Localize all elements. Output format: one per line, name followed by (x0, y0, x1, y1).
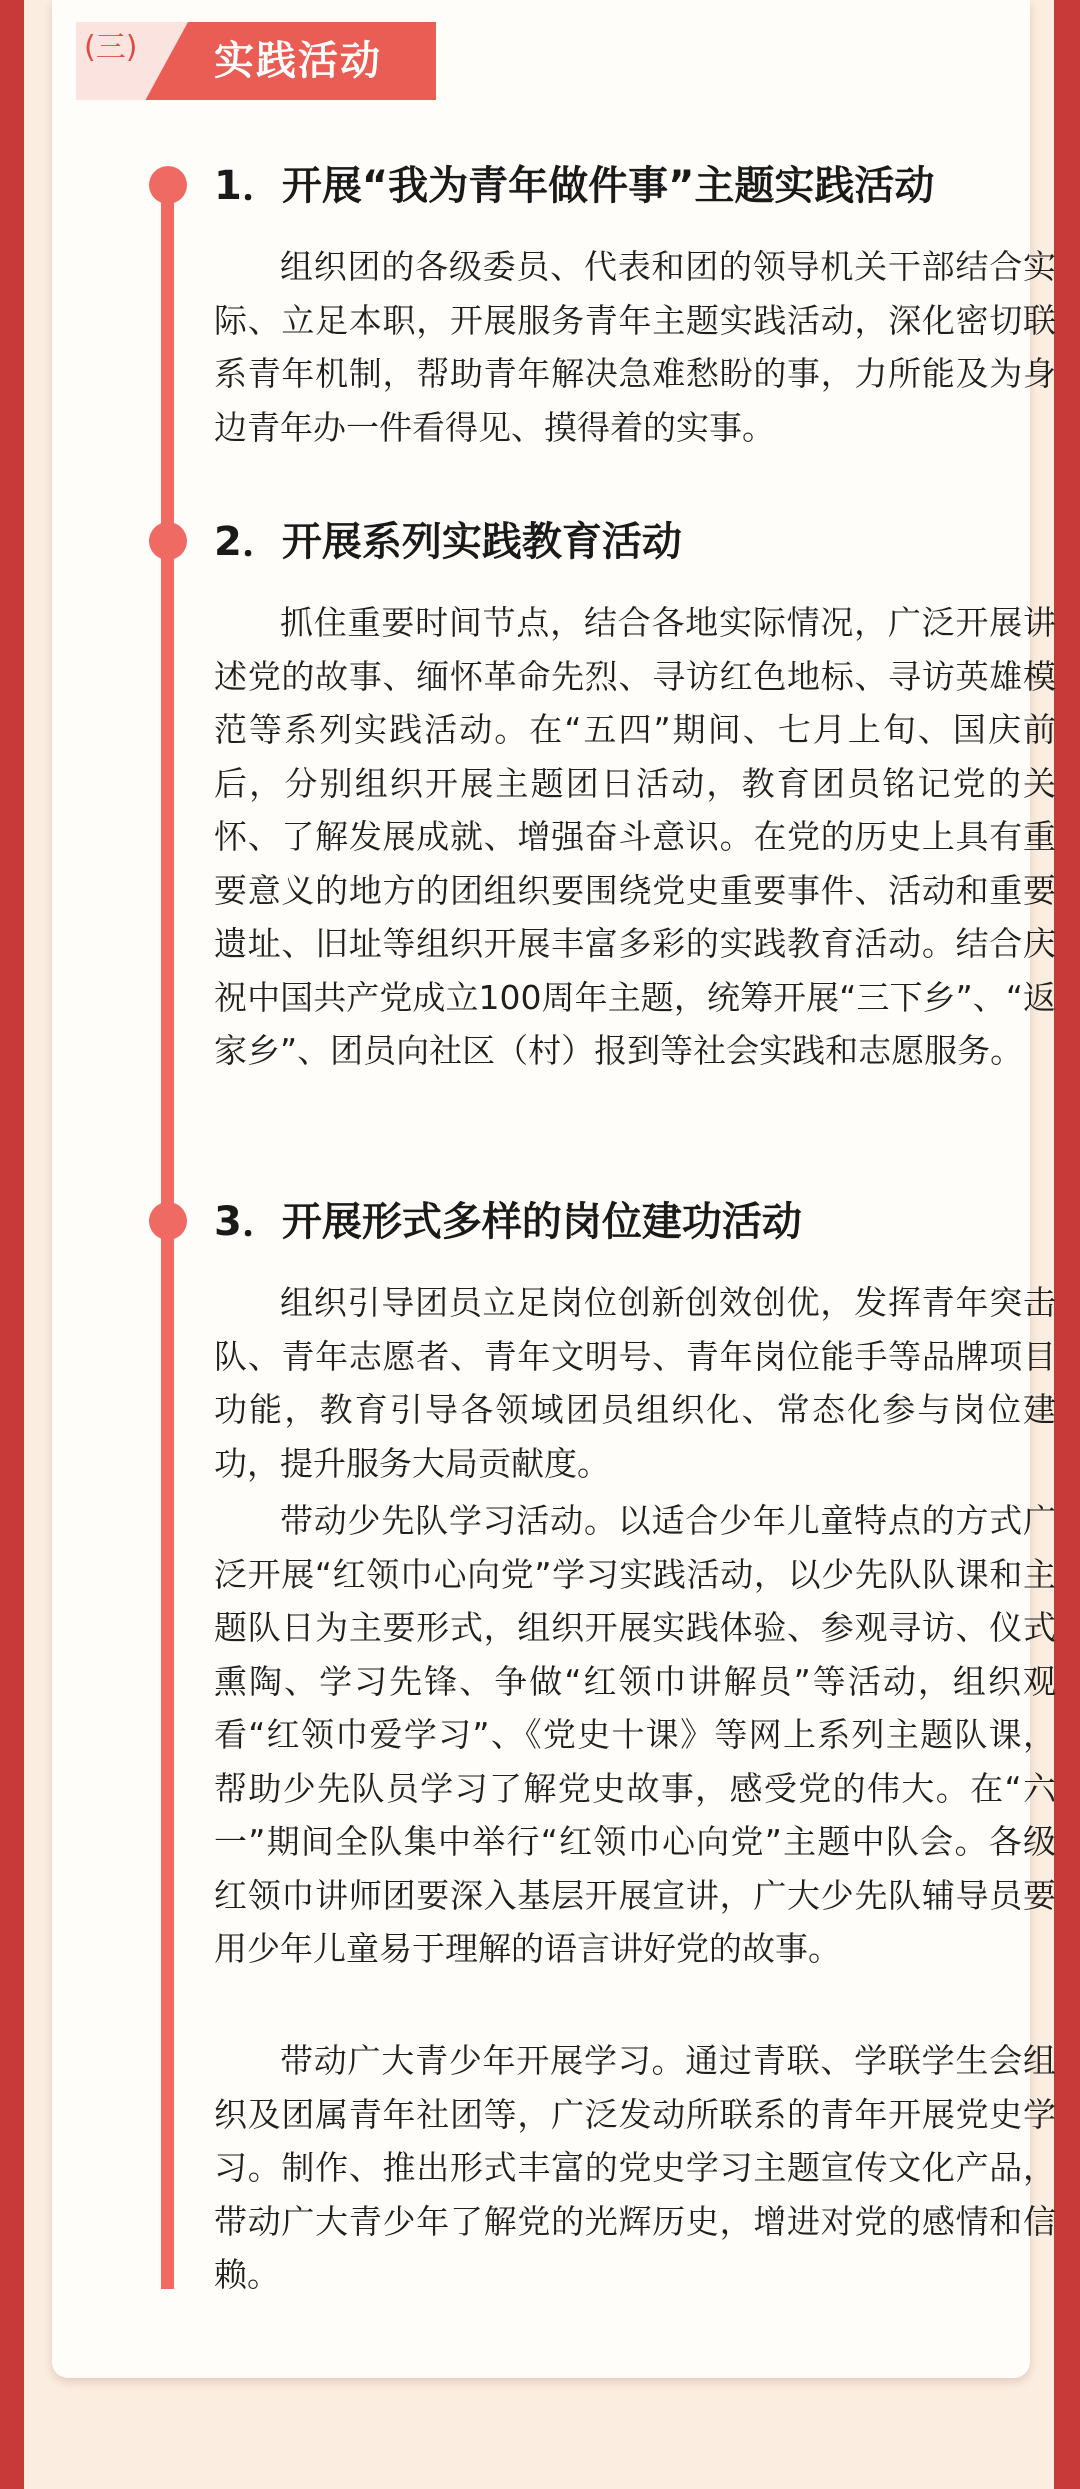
section-title: 实践活动 (214, 38, 382, 84)
item-title-1: 1．开展“我为青年做件事”主题实践活动 (214, 163, 935, 209)
section-number: (三) (84, 30, 138, 65)
item-title-2: 2．开展系列实践教育活动 (214, 519, 682, 565)
item-3-paragraph-3: 带动广大青少年开展学习。通过青联、学联学生会组织及团属青年社团等，广泛发动所联系的青年开展党史学习。制作、推出形式丰富的党史学习主题宣传文化产品，带动广大青少年了解党的光辉历史，增进对党的感情和信赖。 (214, 2041, 1056, 2294)
item-3-paragraph-1: 组织引导团员立足岗位创新创效创优，发挥青年突击队、青年志愿者、青年文明号、青年岗位能手等品牌项目功能，教育引导各领域团员组织化、常态化参与岗位建功，提升服务大局贡献度。 (214, 1283, 1056, 1483)
item-3-paragraph-2: 带动少先队学习活动。以适合少年儿童特点的方式广泛开展“红领巾心向党”学习实践活动，以少先队队课和主题队日为主要形式，组织开展实践体验、参观寻访、仪式熏陶、学习先锋、争做“红领巾讲解员”等活动，组织观看“红领巾爱学习”、《党史十课》等网上系列主题队课，帮助少先队员学习了解党史故事，感受党的伟大。在“六一”期间全队集中举行“红领巾心向党”主题中队会。各级红领巾讲师团要深入基层开展宣讲，广大少先队辅导员要用少年儿童易于理解的语言讲好党的故事。 (214, 1501, 1056, 1968)
timeline-dot-2 (149, 522, 187, 560)
section-header (76, 22, 436, 100)
item-1-paragraph-1: 组织团的各级委员、代表和团的领导机关干部结合实际、立足本职，开展服务青年主题实践活动，深化密切联系青年机制，帮助青年解决急难愁盼的事，力所能及为身边青年办一件看得见、摸得着的实事。 (214, 247, 1056, 447)
timeline-dot-3 (149, 1202, 187, 1240)
content-card (52, 0, 1056, 2378)
item-2-paragraph-1: 抓住重要时间节点，结合各地实际情况，广泛开展讲述党的故事、缅怀革命先烈、寻访红色地标、寻访英雄模范等系列实践活动。在“五四”期间、七月上旬、国庆前后，分别组织开展主题团日活动，教育团员铭记党的关怀、了解发展成就、增强奋斗意识。在党的历史上具有重要意义的地方的团组织要围绕党史重要事件、活动和重要遗址、旧址等组织开展丰富多彩的实践教育活动。结合庆祝中国共产党成立100周年主题，统筹开展“三下乡”、“返家乡”、团员向社区（村）报到等社会实践和志愿服务。 (214, 603, 1056, 1070)
timeline-dot-1 (149, 166, 187, 204)
item-title-3: 3．开展形式多样的岗位建功活动 (214, 1199, 802, 1245)
